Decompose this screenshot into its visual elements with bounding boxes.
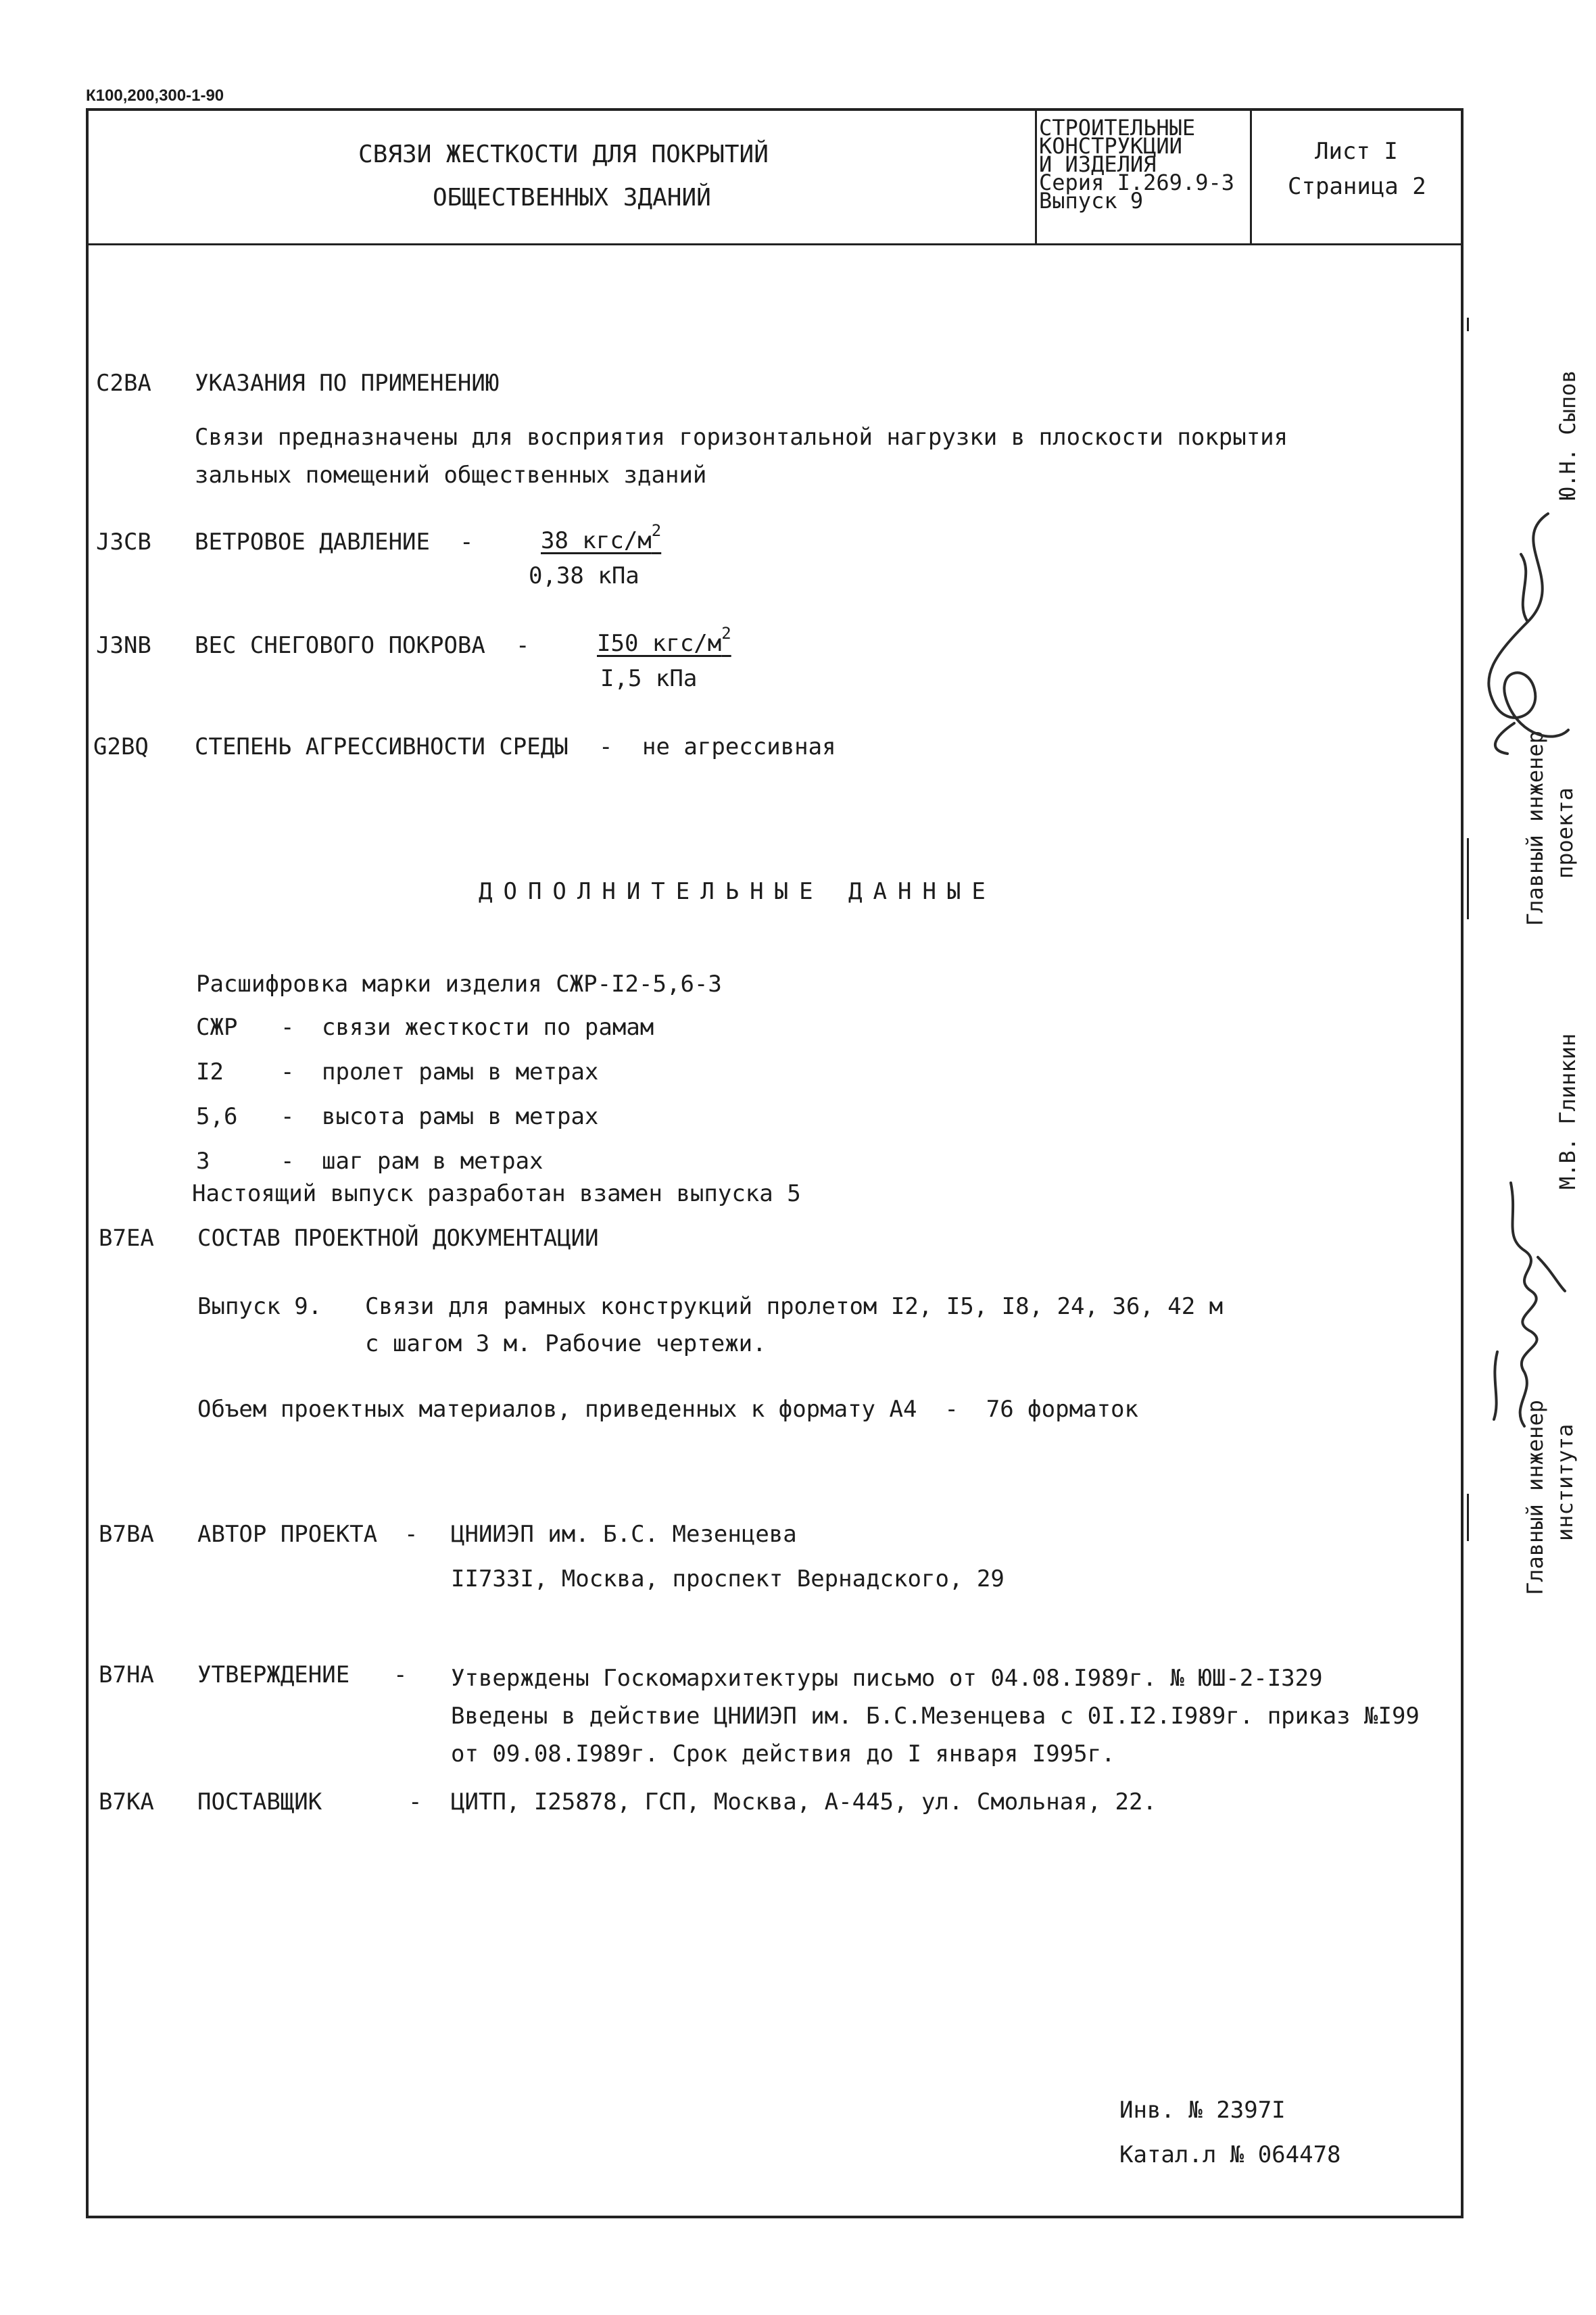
wind-label: ВЕТРОВОЕ ДАВЛЕНИЕ — [195, 529, 430, 556]
margin-tick-top — [1467, 318, 1469, 331]
author-address: II733I, Москва, проспект Вернадского, 29 — [451, 1565, 1005, 1592]
composition-code: B7EA — [99, 1225, 154, 1252]
aggr-label: СТЕПЕНЬ АГРЕССИВНОСТИ СРЕДЫ — [195, 733, 569, 760]
page-number: Страница 2 — [1288, 173, 1426, 200]
usage-text-line2: зальных помещений общественных зданий — [195, 462, 707, 489]
approval-dash: - — [393, 1661, 408, 1688]
author-label: АВТОР ПРОЕКТА — [197, 1521, 378, 1548]
chief-project-name: Ю.Н. Сыпов — [1555, 370, 1580, 500]
aggr-value: не агрессивная — [642, 733, 836, 760]
signature-chief-project — [1467, 500, 1582, 757]
series-line5: Выпуск 9 — [1039, 188, 1144, 214]
series-box — [1039, 115, 1234, 214]
decode-key-2: I2 — [196, 1058, 224, 1086]
wind-code: J3CB — [96, 529, 151, 556]
usage-code: C2BA — [96, 370, 151, 397]
supplier-dash: - — [408, 1788, 422, 1816]
usage-heading: УКАЗАНИЯ ПО ПРИМЕНЕНИЮ — [195, 370, 500, 397]
decode-text-3: высота рамы в метрах — [322, 1103, 599, 1130]
supplier-text: ЦИТП, I25878, ГСП, Москва, А-445, ул. Смольная, 22. — [451, 1788, 1157, 1816]
series-line4: Серия I.269.9-3 — [1039, 170, 1234, 195]
series-line1: СТРОИТЕЛЬНЫЕ — [1039, 115, 1196, 141]
snow-value-kgs: I50 кгс/$м^2$ — [597, 624, 731, 657]
title-block-divider — [86, 243, 1464, 245]
snow-dash: - — [516, 632, 530, 659]
decode-text-1: связи жесткости по рамам — [322, 1014, 654, 1041]
author-dash: - — [404, 1521, 418, 1548]
issue-text-line2: с шагом 3 м. Рабочие чертежи. — [365, 1330, 767, 1357]
approval-line1: Утверждены Госкомархитектуры письмо от 04.08.I989г. № ЮШ-2-I329 — [451, 1665, 1323, 1692]
doc-title-line1: СВЯЗИ ЖЕСТКОСТИ ДЛЯ ПОКРЫТИЙ — [358, 141, 769, 168]
volume-text: Объем проектных материалов, приведенных к формату А4 - 76 форматок — [197, 1396, 1138, 1423]
usage-text-line1: Связи предназначены для восприятия горизонтальной нагрузки в плоскости покрытия — [195, 424, 1288, 451]
approval-code: B7HA — [99, 1661, 154, 1688]
decode-text-4: шаг рам в метрах — [322, 1148, 543, 1175]
margin-tick-3 — [1467, 1494, 1469, 1541]
catalog-number: Катал.л № 064478 — [1119, 2141, 1341, 2168]
aggr-dash: - — [599, 733, 613, 760]
replacement-note: Настоящий выпуск разработан взамен выпуска 5 — [192, 1180, 801, 1207]
title-block-separator-1 — [1035, 108, 1037, 243]
decode-key-1: СЖР — [196, 1014, 238, 1041]
issue-text-line1: Связи для рамных конструкций пролетом I2, I5, I8, 24, 36, 42 м — [365, 1293, 1224, 1320]
snow-label: ВЕС СНЕГОВОГО ПОКРОВА — [195, 632, 485, 659]
margin-tick-1 — [1467, 838, 1469, 879]
author-code: B7BA — [99, 1521, 154, 1548]
chief-institute-name: М.В. Глинкин — [1555, 1033, 1580, 1190]
decode-dash-4: - — [281, 1148, 295, 1175]
wind-value-kgs: 38 кгс/$м^2$ — [541, 521, 662, 554]
decode-title: Расшифровка марки изделия СЖР-I2-5,6-3 — [196, 971, 722, 998]
snow-code: J3NB — [96, 632, 151, 659]
decode-dash-2: - — [281, 1058, 295, 1086]
decode-key-4: 3 — [196, 1148, 210, 1175]
chief-institute-role-line2: института — [1552, 1423, 1578, 1541]
doc-code: К100,200,300-1-90 — [86, 87, 224, 105]
decode-text-2: пролет рамы в метрах — [322, 1058, 599, 1086]
snow-value-kpa: I,5 кПа — [600, 665, 698, 692]
wind-dash: - — [460, 529, 474, 556]
title-block-separator-2 — [1250, 108, 1252, 243]
composition-heading: СОСТАВ ПРОЕКТНОЙ ДОКУМЕНТАЦИИ — [197, 1225, 599, 1252]
inventory-number: Инв. № 2397I — [1119, 2097, 1286, 2124]
supplier-label: ПОСТАВЩИК — [197, 1788, 322, 1816]
sheet-number: Лист I — [1315, 138, 1398, 165]
doc-title-line2: ОБЩЕСТВЕННЫХ ЗДАНИЙ — [433, 184, 711, 212]
decode-key-3: 5,6 — [196, 1103, 238, 1130]
signature-chief-institute — [1470, 1176, 1572, 1433]
approval-line2: Введены в действие ЦНИИЭП им. Б.С.Мезенцева с 0I.I2.I989г. приказ №I99 — [451, 1703, 1420, 1730]
chief-project-role-line2: проекта — [1552, 787, 1578, 879]
chief-institute-role-line1: Главный инженер — [1522, 1400, 1548, 1595]
issue-label: Выпуск 9. — [197, 1293, 322, 1320]
aggr-code: G2BQ — [93, 733, 149, 760]
margin-tick-2 — [1467, 879, 1469, 919]
decode-dash-1: - — [281, 1014, 295, 1041]
series-line3: И ИЗДЕЛИЯ — [1039, 151, 1157, 177]
approval-label: УТВЕРЖДЕНИЕ — [197, 1661, 350, 1688]
chief-project-role-line1: Главный инженер — [1522, 731, 1548, 926]
wind-value-kpa: 0,38 кПа — [529, 562, 639, 589]
series-line2: КОНСТРУКЦИИ — [1039, 133, 1182, 159]
decode-dash-3: - — [281, 1103, 295, 1130]
supplier-code: B7KA — [99, 1788, 154, 1816]
additional-heading: ДОПОЛНИТЕЛЬНЫЕ ДАННЫЕ — [479, 878, 996, 905]
approval-line3: от 09.08.I989г. Срок действия до I января I995г. — [451, 1740, 1115, 1768]
author-org: ЦНИИЭП им. Б.С. Мезенцева — [451, 1521, 797, 1548]
